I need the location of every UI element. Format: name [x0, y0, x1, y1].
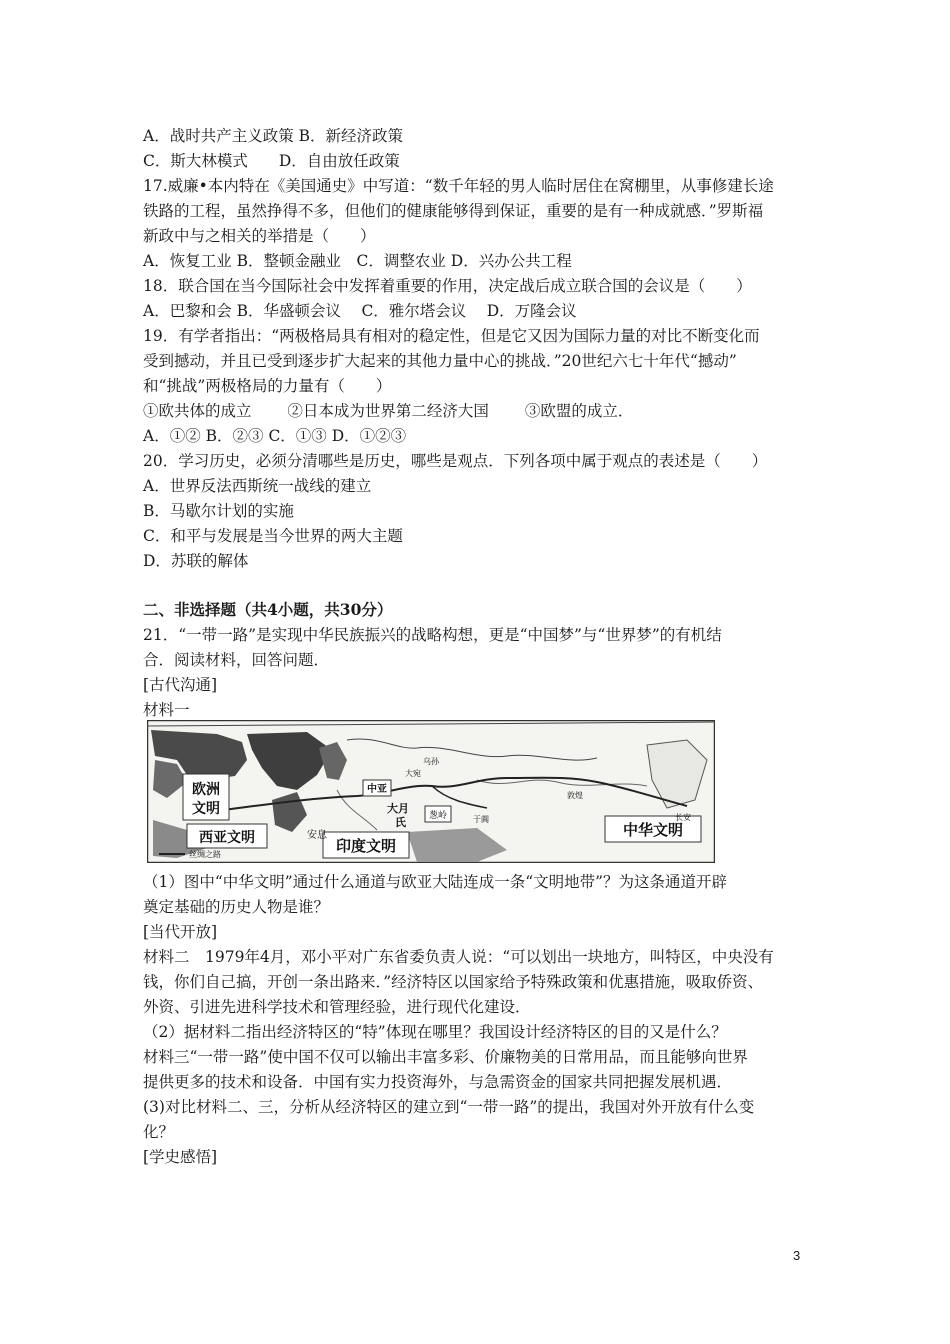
text-line: 材料二 1979年4月，邓小平对广东省委负责人说：“可以划出一块地方，叫特区，中央没有	[143, 948, 774, 966]
text-line: C．和平与发展是当今世界的两大主题	[143, 527, 403, 545]
europe-label-2: 文明	[192, 801, 220, 817]
text-line: 化？	[143, 1123, 175, 1141]
silk-road-map	[147, 720, 715, 863]
text-line: B．马歇尔计划的实施	[143, 502, 294, 520]
text-line: 材料三“一带一路”使中国不仅可以输出丰富多彩、价廉物美的日常用品，而且能够向世界	[143, 1048, 748, 1066]
text-line: 外资、引进先进科学技术和管理经验，进行现代化建设．	[143, 998, 531, 1016]
dunhuang-label: 敦煌	[567, 791, 583, 800]
text-line: 20．学习历史，必须分清哪些是历史，哪些是观点．下列各项中属于观点的表述是（ ）	[143, 452, 768, 470]
text-line: 受到撼动，并且已受到逐步扩大起来的其他力量中心的挑战．”20世纪六七十年代“撼动”	[143, 352, 737, 370]
yutian-label: 于阗	[473, 815, 489, 824]
text-line: 钱，你们自己搞，开创一条出路来．”经济特区以国家给予特殊政策和优惠措施，吸取侨资、	[143, 973, 764, 991]
text-line: C．斯大林模式 D．自由放任政策	[143, 152, 400, 170]
text-line: ①欧共体的成立 ②日本成为世界第二经济大国 ③欧盟的成立．	[143, 402, 634, 420]
legend-label: 丝绸之路	[189, 850, 221, 859]
anxi-label: 安息	[307, 830, 327, 841]
text-line: A．巴黎和会 B．华盛顿会议 C．雅尔塔会议 D．万隆会议	[143, 302, 577, 320]
text-line: 合．阅读材料，回答问题．	[143, 651, 330, 669]
text-line: [当代开放]	[143, 923, 218, 941]
text-line: A．世界反法西斯统一战线的建立	[143, 477, 372, 495]
text-line: D．苏联的解体	[143, 552, 249, 570]
text-line: A．①② B．②③ C．①③ D．①②③	[143, 427, 407, 445]
china-label: 中华文明	[622, 821, 684, 839]
dayuezhi-label-2: 氏	[395, 816, 406, 829]
text-line: （1）图中“中华文明”通过什么通道与欧亚大陆连成一条“文明地带”？为这条通道开辟	[143, 873, 728, 891]
text-line: A．恢复工业 B．整顿金融业 C．调整农业 D．兴办公共工程	[143, 252, 572, 270]
congling-label: 葱岭	[428, 811, 448, 821]
section-heading: 二、非选择题（共4小题，共30分）	[143, 600, 393, 619]
page-number: 3	[793, 1248, 801, 1263]
text-line: [古代沟通]	[143, 676, 218, 694]
text-line: 17.威廉•本内特在《美国通史》中写道：“数千年轻的男人临时居住在窝棚里，从事修建长途	[143, 177, 774, 195]
changan-label: 长安	[675, 813, 691, 822]
text-line: [学史感悟]	[143, 1148, 218, 1166]
text-line: 奠定基础的历史人物是谁？	[143, 898, 330, 916]
text-line: A．战时共产主义政策 B．新经济政策	[143, 127, 404, 145]
india-label: 印度文明	[335, 837, 397, 855]
text-line: (3)对比材料二、三，分析从经济特区的建立到“一带一路”的提出，我国对外开放有什么变	[143, 1098, 755, 1116]
west-asia-label: 西亚文明	[199, 830, 255, 846]
wusun-label: 乌孙	[423, 757, 439, 766]
europe-label-1: 欧洲	[192, 782, 220, 798]
text-line: 和“挑战”两极格局的力量有（ ）	[143, 377, 392, 395]
dayuezhi-label-1: 大月	[387, 802, 409, 815]
text-line: 新政中与之相关的举措是（ ）	[143, 227, 376, 245]
text-line: 提供更多的技术和设备．中国有实力投资海外，与急需资金的国家共同把握发展机遇．	[143, 1073, 733, 1091]
text-line: （2）据材料二指出经济特区的“特”体现在哪里？我国设计经济特区的目的又是什么？	[143, 1023, 727, 1041]
text-line: 18．联合国在当今国际社会中发挥着重要的作用，决定战后成立联合国的会议是（ ）	[143, 277, 752, 295]
text-line: 铁路的工程，虽然挣得不多，但他们的健康能够得到保证，重要的是有一种成就感．”罗斯福	[143, 202, 764, 220]
central-asia-label: 中亚	[367, 784, 387, 795]
text-line: 19．有学者指出：“两极格局具有相对的稳定性，但是它又因为国际力量的对比不断变化而	[143, 327, 760, 345]
text-line: 材料一	[143, 701, 190, 719]
dawan-label: 大宛	[405, 769, 421, 778]
text-line: 21．“一带一路”是实现中华民族振兴的战略构想，更是“中国梦”与“世界梦”的有机结	[143, 626, 722, 644]
